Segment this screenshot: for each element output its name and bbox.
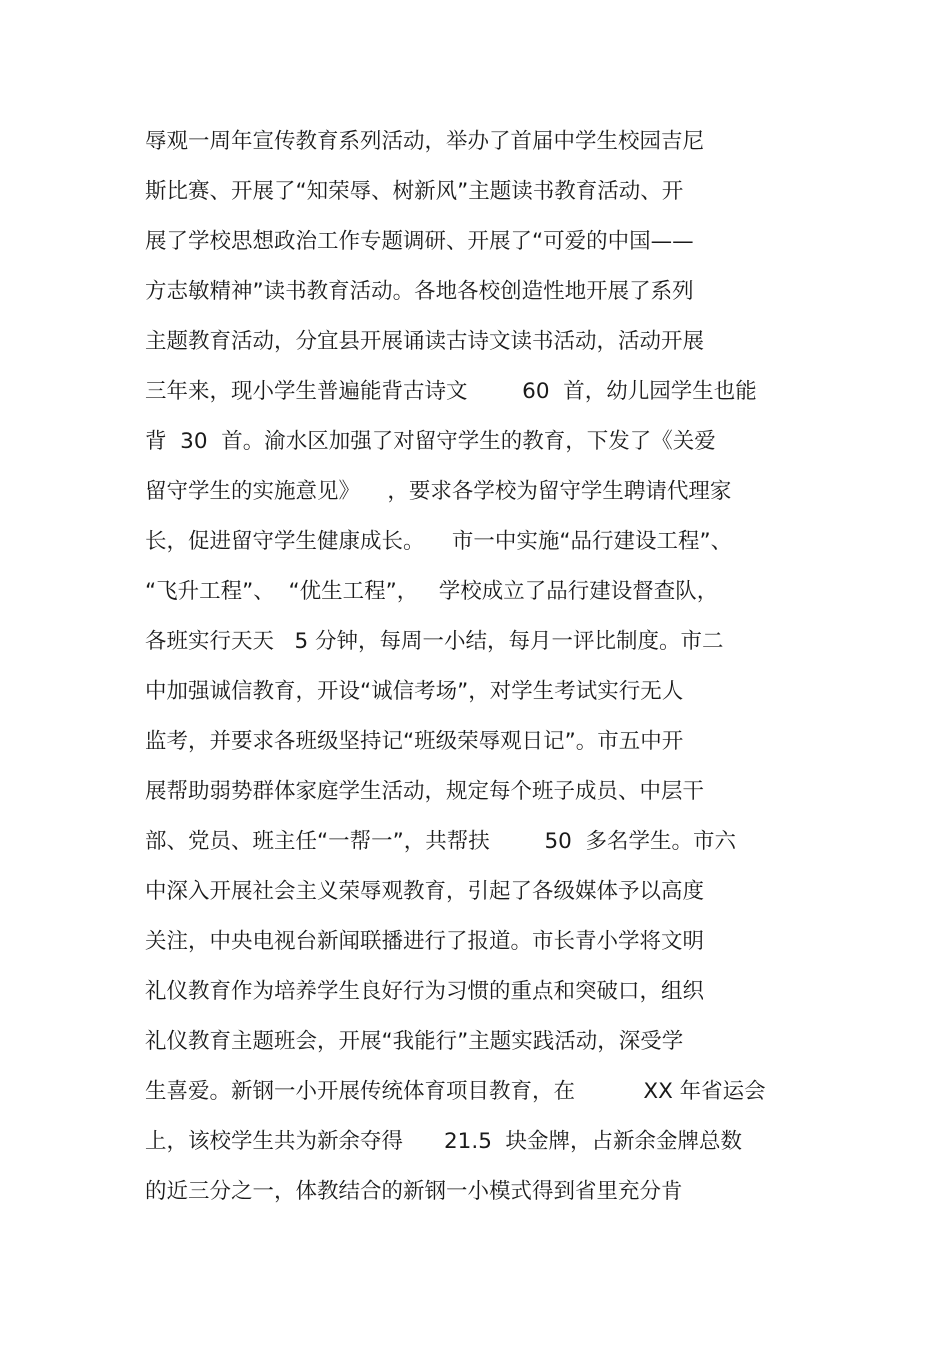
text-line: 中深入开展社会主义荣辱观教育，引起了各级媒体予以高度	[145, 879, 705, 904]
text-line: 展帮助弱势群体家庭学生活动，规定每个班子成员、中层干	[145, 779, 705, 804]
text-line: 监考，并要求各班级坚持记“班级荣辱观日记”。市五中开	[145, 729, 684, 754]
text-line: 上，该校学生共为新余夺得 21.5 块金牌，占新余金牌总数	[145, 1129, 743, 1154]
text-line: 长，促进留守学生健康成长。 市一中实施“品行建设工程”、	[145, 529, 733, 554]
text-line: 方志敏精神”读书教育活动。各地各校创造性地开展了系列	[145, 279, 694, 304]
text-line: 三年来，现小学生普遍能背古诗文 60 首，幼儿园学生也能	[145, 379, 757, 404]
text-line: 斯比赛、开展了“知荣辱、树新风”主题读书教育活动、开	[145, 179, 684, 204]
text-line: 礼仪教育主题班会，开展“我能行”主题实践活动，深受学	[145, 1029, 684, 1054]
text-line: 礼仪教育作为培养学生良好行为习惯的重点和突破口，组织	[145, 979, 705, 1004]
text-line: 背 30 首。渝水区加强了对留守学生的教育，下发了《关爱	[145, 429, 716, 454]
text-line: 辱观一周年宣传教育系列活动，举办了首届中学生校园吉尼	[145, 129, 705, 154]
text-line: 的近三分之一，体教结合的新钢一小模式得到省里充分肯	[145, 1179, 683, 1204]
text-line: “飞升工程”、 “优生工程”， 学校成立了品行建设督查队，	[145, 579, 719, 604]
text-line: 各班实行天天 5 分钟，每周一小结，每月一评比制度。市二	[145, 629, 724, 654]
text-line: 生喜爱。新钢一小开展传统体育项目教育，在 XX 年省运会	[145, 1079, 766, 1104]
text-line: 留守学生的实施意见》 ，要求各学校为留守学生聘请代理家	[145, 479, 732, 504]
body-text	[145, 122, 825, 1222]
text-line: 展了学校思想政治工作专题调研、开展了“可爱的中国——	[145, 229, 694, 254]
text-line: 中加强诚信教育，开设“诚信考场”，对学生考试实行无人	[145, 679, 684, 704]
text-line: 部、党员、班主任“一帮一”，共帮扶 50 多名学生。市六	[145, 829, 736, 854]
text-line: 主题教育活动，分宜县开展诵读古诗文读书活动，活动开展	[145, 329, 705, 354]
text-line: 关注，中央电视台新闻联播进行了报道。市长青小学将文明	[145, 929, 705, 954]
